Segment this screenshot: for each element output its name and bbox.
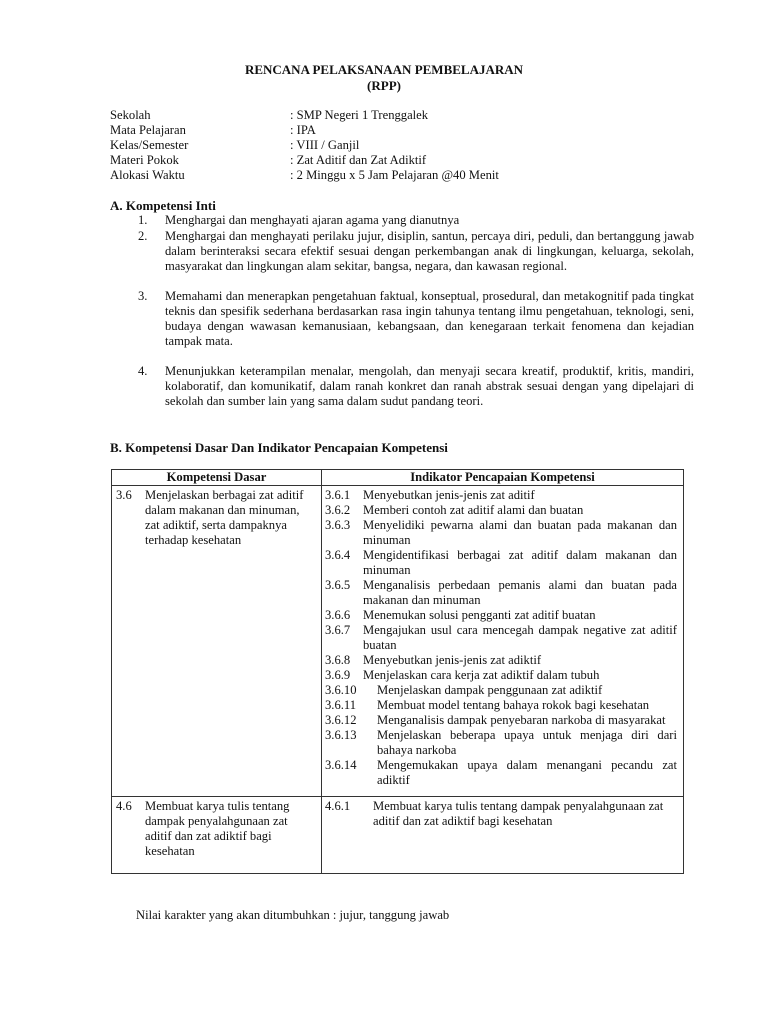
- list-item-text: Menghargai dan menghayati perilaku jujur, disiplin, santun, percaya diri, peduli, dan bertanggung jawab dalam berinteraksi secara efektif sesuai dengan perkembangan anak di lingkungan, keluarga, sekolah, masyarakat dan lingkungan alam sekitar, bangsa, negara, dan kawasan regional.: [165, 229, 694, 273]
- list-item-number: 1.: [138, 213, 148, 227]
- list-item-number: 4.: [138, 364, 148, 378]
- indicator-text: Menyebutkan jenis-jenis zat adiktif: [363, 653, 542, 667]
- indicator-item: [325, 668, 677, 683]
- indicator-number: 3.6.6: [325, 608, 351, 622]
- identity-value-alokasi: : 2 Minggu x 5 Jam Pelajaran @40 Menit: [290, 168, 499, 182]
- indicator-text: Memberi contoh zat aditif alami dan buatan: [363, 503, 584, 517]
- kd-text: Menjelaskan berbagai zat aditif dalam makanan dan minuman, zat adiktif, serta dampaknya terhadap kesehatan: [145, 488, 304, 547]
- identity-label-mapel: Mata Pelajaran: [110, 123, 186, 137]
- indicator-number: 3.6.5: [325, 578, 351, 592]
- indicator-item: [325, 488, 677, 503]
- indicator-text: Mengidentifikasi berbagai zat aditif dalam makanan dan minuman: [363, 548, 677, 577]
- kd-cell: [112, 797, 322, 874]
- indicator-text: Mengemukakan upaya dalam menangani pecandu zat adiktif: [377, 758, 677, 787]
- indicator-list: [322, 486, 683, 796]
- indicator-number: 3.6.4: [325, 548, 351, 562]
- indicator-item: [325, 608, 677, 623]
- indicator-item: [325, 713, 677, 728]
- section-b-heading: B. Kompetensi Dasar Dan Indikator Pencapaian Kompetensi: [110, 440, 448, 455]
- indicator-number: 4.6.1: [325, 799, 351, 813]
- kd-text: Membuat karya tulis tentang dampak penyalahgunaan zat aditif dan zat adiktif bagi kesehatan: [145, 799, 290, 858]
- indicator-item: [325, 518, 677, 548]
- identity-value-materi: : Zat Aditif dan Zat Adiktif: [290, 153, 427, 167]
- karakter-note: Nilai karakter yang akan ditumbuhkan : jujur, tanggung jawab: [136, 908, 450, 922]
- indicator-text: Menyebutkan jenis-jenis zat aditif: [363, 488, 535, 502]
- indicator-item: [325, 623, 677, 653]
- identity-value-sekolah: : SMP Negeri 1 Trenggalek: [290, 108, 429, 122]
- indicator-text: Membuat karya tulis tentang dampak penyalahgunaan zat aditif dan zat adiktif bagi kesehatan: [373, 799, 664, 828]
- indicator-number: 3.6.10: [325, 683, 357, 697]
- list-item-text: Menghargai dan menghayati ajaran agama yang dianutnya: [165, 213, 460, 227]
- document-subtitle: (RPP): [367, 78, 401, 93]
- indicator-text: Menjelaskan beberapa upaya untuk menjaga diri dari bahaya narkoba: [377, 728, 677, 757]
- kd-number: 4.6: [116, 799, 132, 813]
- identity-value-mapel: : IPA: [290, 123, 316, 137]
- kd-indicator-table: [111, 469, 684, 874]
- identity-label-materi: Materi Pokok: [110, 153, 179, 167]
- indicator-item: [325, 503, 677, 518]
- indicator-text: Menemukan solusi pengganti zat aditif buatan: [363, 608, 596, 622]
- indicator-number: 3.6.9: [325, 668, 351, 682]
- indicator-item: [325, 653, 677, 668]
- identity-label-sekolah: Sekolah: [110, 108, 151, 122]
- table-header-row: [112, 470, 684, 486]
- indicator-item: [325, 698, 677, 713]
- indicator-text: Menganalisis perbedaan pemanis alami dan buatan pada makanan dan minuman: [363, 578, 677, 607]
- list-item-number: 3.: [138, 289, 148, 303]
- section-a-heading: A. Kompetensi Inti: [110, 198, 216, 213]
- indicator-item: [325, 578, 677, 608]
- list-item-text: Memahami dan menerapkan pengetahuan faktual, konseptual, prosedural, dan metakognitif pada tingkat teknis dan spesifik sederhana berdasarkan rasa ingin tahunya tentang ilmu pengetahuan, teknologi, seni, budaya dengan wawasan kemanusiaan, kebangsaan, dan kenegaraan terkait fenomena dan kejadian tampak mata.: [165, 289, 694, 348]
- kd-number: 3.6: [116, 488, 132, 502]
- table-header-indikator: Indikator Pencapaian Kompetensi: [322, 470, 684, 486]
- indicator-number: 3.6.8: [325, 653, 351, 667]
- table-row: [112, 797, 684, 874]
- indicator-text: Mengajukan usul cara mencegah dampak negative zat aditif buatan: [363, 623, 677, 652]
- indicator-number: 3.6.13: [325, 728, 357, 742]
- indicator-text: Menjelaskan dampak penggunaan zat adiktif: [377, 683, 603, 697]
- indicator-number: 3.6.1: [325, 488, 351, 502]
- identity-value-kelas: : VIII / Ganjil: [290, 138, 360, 152]
- indicator-text: Menganalisis dampak penyebaran narkoba di masyarakat: [377, 713, 666, 727]
- indicator-item: [325, 548, 677, 578]
- indicator-cell: [322, 486, 684, 797]
- identity-label-alokasi: Alokasi Waktu: [110, 168, 185, 182]
- indicator-item: [325, 728, 677, 758]
- document-title: RENCANA PELAKSANAAN PEMBELAJARAN: [244, 62, 524, 77]
- indicator-number: 3.6.2: [325, 503, 351, 517]
- indicator-text: Menjelaskan cara kerja zat adiktif dalam tubuh: [363, 668, 600, 682]
- table-header-kd: Kompetensi Dasar: [112, 470, 322, 486]
- indicator-number: 3.6.14: [325, 758, 357, 772]
- indicator-cell: [322, 797, 684, 874]
- indicator-item: [322, 797, 683, 829]
- indicator-number: 3.6.12: [325, 713, 357, 727]
- indicator-item: [325, 758, 677, 788]
- indicator-text: Menyelidiki pewarna alami dan buatan pada makanan dan minuman: [363, 518, 677, 547]
- identity-label-kelas: Kelas/Semester: [110, 138, 189, 152]
- list-item-text: Menunjukkan keterampilan menalar, mengolah, dan menyaji secara kreatif, produktif, kritis, mandiri, kolaboratif, dan komunikatif, dalam ranah konkret dan ranah abstrak sesuai dengan yang dipelajari di sekolah dan sumber lain yang sama dalam sudut pandang teori.: [165, 364, 694, 408]
- indicator-number: 3.6.11: [325, 698, 357, 712]
- list-item-number: 2.: [138, 229, 148, 243]
- indicator-item: [325, 683, 677, 698]
- kd-cell: [112, 486, 322, 797]
- indicator-number: 3.6.7: [325, 623, 351, 637]
- indicator-number: 3.6.3: [325, 518, 351, 532]
- table-row: [112, 486, 684, 797]
- indicator-text: Membuat model tentang bahaya rokok bagi kesehatan: [377, 698, 650, 712]
